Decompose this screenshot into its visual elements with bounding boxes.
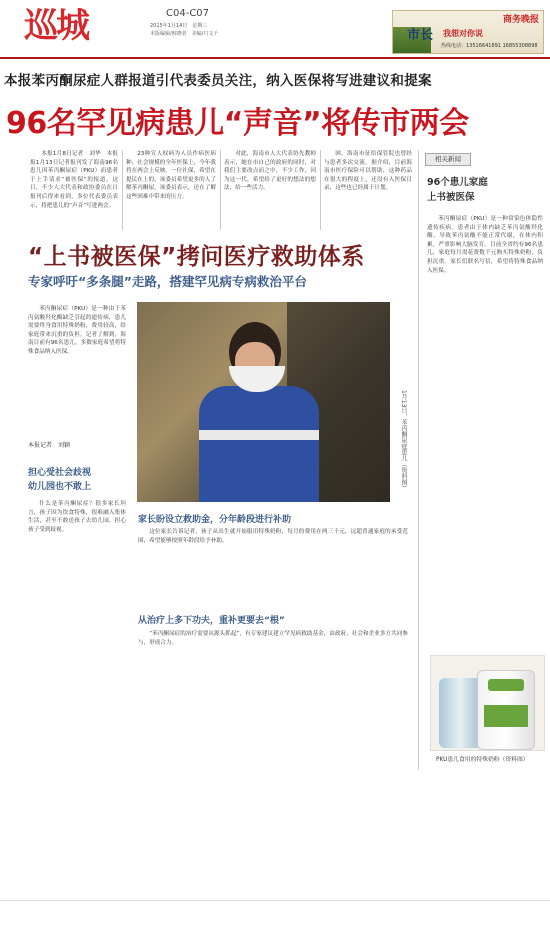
second-intro	[28, 305, 126, 435]
column-text: 对此，海南市人大代表协先教师表示，她在市自己的政府的同时，对我们主要改点而之中，不少工作，因为这一代，希望给了更好的想法的想法，给一些活力。	[224, 151, 316, 192]
ad-title: 市长	[407, 28, 434, 43]
newspaper-section-logo: 巡城	[24, 6, 88, 46]
sidebar-title: 担心受社会歧视 幼儿园也不敢上	[28, 468, 92, 492]
sidebar-text: 什么是苯丙酮尿症？很多家长坦言，孩子因为饮食特殊，很难融入集体生活，甚至不敢送孩子去幼儿园，担心孩子受到歧视。	[28, 501, 126, 533]
can-lid	[488, 679, 524, 691]
article-column-2	[126, 150, 216, 230]
treatment-body	[138, 630, 408, 740]
right-headline: 96个患儿家庭 上书被医保	[427, 177, 488, 203]
subsidy-text: 这位家长告诉记者，孩子从出生就开始服用特殊奶粉，每月的费用在两三千元，远超普通家庭的承受范围，希望能够按照年龄段给予补助。	[138, 529, 408, 544]
product-caption: PKU患儿食用的特殊奶粉（资料图）	[436, 757, 529, 763]
date-line: 2015年1月14日 星期三	[150, 23, 208, 29]
photo-jacket	[199, 386, 319, 502]
page-code: C04-C07	[166, 8, 210, 19]
right-text: 苯丙酮尿症（PKU）是一种常染色体隐性遗传疾病。患者由于体内缺乏苯丙氨酸羟化酶，导致苯丙氨酸不能正常代谢，在体内积累，严重影响大脑发育。目前全省约有96名患儿，家庭每月需花费数千元购买特殊奶粉，负担沉重。家长们联名写信，希望将特殊食品纳入医保。	[427, 216, 543, 274]
page-bottom-rule	[0, 900, 550, 901]
sidebar-body	[28, 500, 126, 820]
subheading-subsidy: 家长盼设立救助金，分年龄段进行补助	[138, 515, 292, 525]
related-news-label: 相关新闻	[425, 153, 471, 166]
column-text: 23种宣人权病为人员作病医病种、社会规模的全年医保上，今年我将在两会上反映。一位社保，希望在提民在上的，该委员希望更多的人了解苯丙酮尿。该委员表示，还在了解这些困难中带来的压力。	[126, 151, 216, 200]
can-label	[484, 705, 528, 727]
masthead-divider	[0, 57, 550, 59]
column-text: 本报1月8日记者 刘华 本报报1月13日记者报刊发了海南96名患儿因苯丙酮尿症（PKU）而患者于上手请求“被医保”的报道，这日，不少人大代表和政协委员在日报刊后得来看到，多位代表委员表示，将把患儿的“声音”写进两会。	[30, 151, 118, 209]
second-subheadline: 专家呼吁“多条腿”走路，搭建罕见病专病救治平台	[28, 274, 307, 289]
right-body	[427, 215, 543, 645]
right-column-divider	[418, 150, 419, 770]
treatment-text: “苯丙酮尿症的治疗需要从源头抓起”，有专家建议建立罕见病救助基金，由政府、社会和企业多方共同参与，形成合力。	[138, 631, 408, 646]
ad-hotline: 热线电话：13516641891 16855308898	[441, 43, 538, 49]
ad-slogan: 我想对你说	[443, 29, 483, 38]
intro-text: 苯丙酮尿症（PKU）是一种由于苯丙氨酸羟化酶缺乏引起的遗传病，患儿需要终身食用特殊奶粉，费用较高，给家庭带来沉重的负担。记者了解到，海南目前有96名患儿，多数家庭希望将特殊食品纳入医保。	[28, 306, 126, 355]
article-headline: 96名罕见病患儿“声音”将传市两会	[6, 106, 469, 141]
second-headline: “上书被医保”拷问医疗救助体系	[28, 244, 365, 270]
editor-line: 本版编辑/韩晓者 美编/只文千	[150, 31, 219, 37]
news-photo-child-drinking	[137, 302, 390, 502]
formula-can-left	[439, 678, 481, 748]
formula-can-right	[477, 670, 535, 750]
subheading-treatment: 从治疗上多下功夫，重补更要去“根”	[138, 616, 285, 626]
article-column-3	[224, 150, 316, 230]
column-divider	[122, 150, 123, 230]
ad-brand: 商务晚报	[502, 15, 539, 25]
formula-product-photo	[430, 655, 545, 751]
column-divider	[220, 150, 221, 230]
article-subheadline: 本报苯丙酮尿症人群报道引代表委员关注，纳入医保将写进建议和提案	[4, 73, 432, 89]
article-column-4	[324, 150, 412, 230]
subsidy-body	[138, 528, 408, 608]
photo-stripe	[199, 430, 319, 440]
article-column-1	[30, 150, 118, 230]
hotline-ad	[392, 10, 544, 54]
column-text: 困，海南市征给保管院也曾经与患者多次交流。据介绍，目前海南市医疗保险可以帮助，这种药品在很大的程度上，还没有入医保目录，这些也已经属于计划。	[324, 151, 412, 192]
byline: 本报记者 刘颖	[28, 442, 71, 449]
photo-caption: 1月13日，苯丙酮尿症患儿（资料图）	[400, 390, 407, 492]
column-divider	[320, 150, 321, 230]
